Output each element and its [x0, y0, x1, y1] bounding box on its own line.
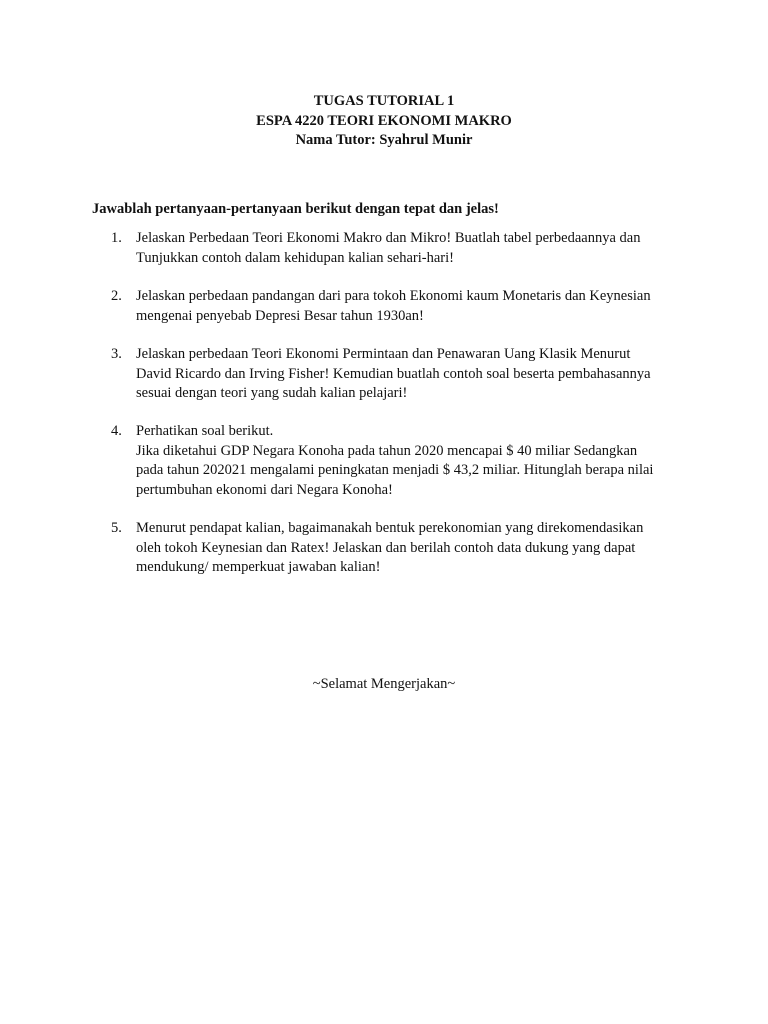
question-text: [136, 519, 696, 578]
question-text: [136, 345, 696, 404]
question-line: pertumbuhan ekonomi dari Negara Konoha!: [136, 481, 393, 498]
question-line: Perhatikan soal berikut.: [136, 423, 274, 439]
question-line: Jelaskan perbedaan pandangan dari para tokoh Ekonomi kaum Monetaris dan Keynesian: [136, 288, 651, 304]
question-text: [136, 229, 696, 268]
tutor-name: Nama Tutor: Syahrul Munir: [295, 132, 473, 148]
question-line: mendukung/ memperkuat jawaban kalian!: [136, 559, 381, 575]
question-line: pada tahun 202021 mengalami peningkatan menjadi $ 43,2 miliar. Hitunglah berapa nilai: [136, 462, 654, 478]
course-title: ESPA 4220 TEORI EKONOMI MAKRO: [256, 112, 512, 129]
question-number: 2.: [111, 288, 122, 304]
question-line: sesuai dengan teori yang sudah kalian pelajari!: [136, 385, 408, 401]
question-number: 3.: [111, 346, 122, 362]
question-line: Jelaskan perbedaan Teori Ekonomi Permintaan dan Penawaran Uang Klasik Menurut: [136, 346, 631, 362]
question-text: [136, 422, 696, 500]
question-number: 4.: [111, 423, 122, 439]
question-number: 1.: [111, 230, 122, 246]
question-line: oleh tokoh Keynesian dan Ratex! Jelaskan dan berilah contoh data dukung yang dapat: [136, 539, 636, 556]
question-line: David Ricardo dan Irving Fisher! Kemudian buatlah contoh soal beserta pembahasannya: [136, 365, 651, 382]
question-line: Jelaskan Perbedaan Teori Ekonomi Makro dan Mikro! Buatlah tabel perbedaannya dan: [136, 230, 641, 246]
question-line: Jika diketahui GDP Negara Konoha pada tahun 2020 mencapai $ 40 miliar Sedangkan: [136, 442, 638, 459]
question-number: 5.: [111, 520, 122, 536]
question-line: mengenai penyebab Depresi Besar tahun 1930an!: [136, 307, 424, 324]
question-line: Tunjukkan contoh dalam kehidupan kalian sehari-hari!: [136, 249, 454, 266]
instruction-text: Jawablah pertanyaan-pertanyaan berikut dengan tepat dan jelas!: [92, 201, 499, 217]
document-header: [0, 92, 768, 151]
assignment-title: TUGAS TUTORIAL 1: [313, 93, 455, 109]
closing-text: ~Selamat Mengerjakan~: [312, 676, 456, 692]
question-line: Menurut pendapat kalian, bagaimanakah bentuk perekonomian yang direkomendasikan: [136, 520, 644, 536]
question-text: [136, 287, 696, 326]
